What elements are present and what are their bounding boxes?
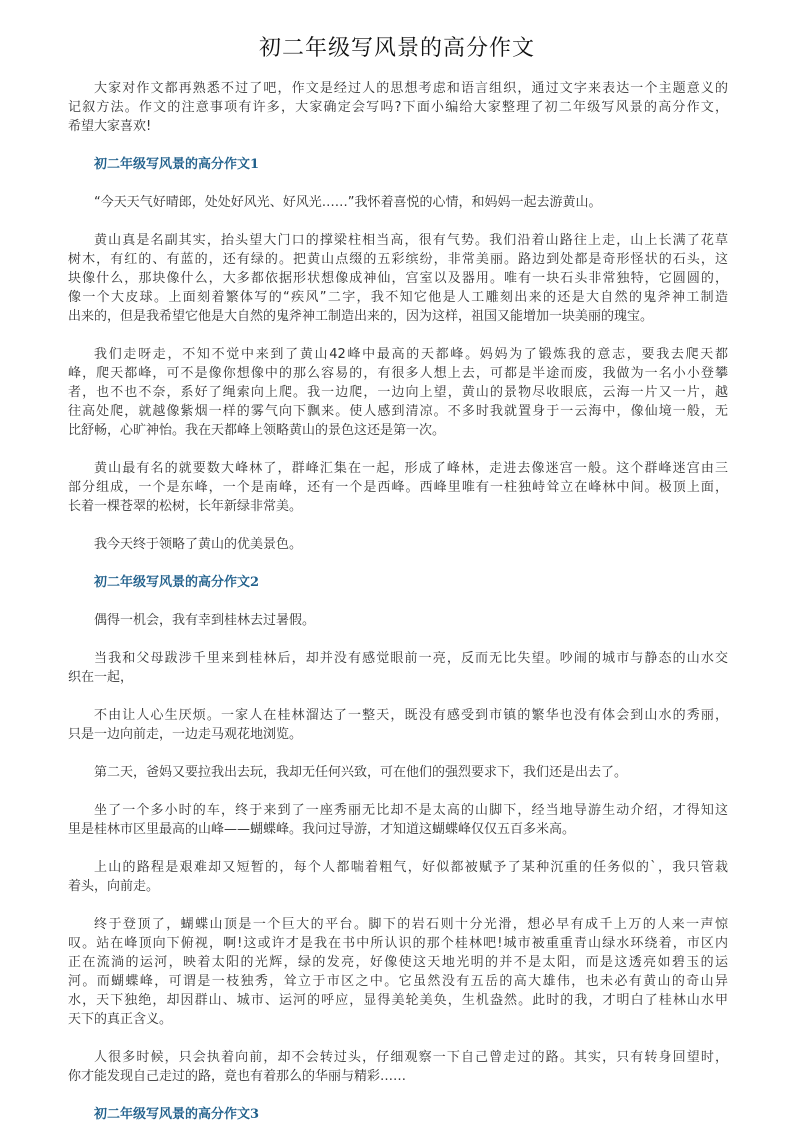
paragraph-line: 记叙方法。作文的注意事项有许多，大家确定会写吗?下面小编给大家整理了初二年级写风景的高分作文， bbox=[68, 100, 728, 115]
paragraph-line: 河。而蝴蝶峰，可谓是一枝独秀，耸立于市区之中。它虽然没有五岳的高大雄伟，也未必有黄山的奇山异 bbox=[68, 974, 728, 989]
paragraph-line: 峰，爬天都峰，可不是像你想像中的那么容易的，有很多人想上去，可都是半途而废，我做为一名小小登攀 bbox=[68, 366, 728, 381]
paragraph bbox=[68, 706, 728, 744]
paragraph-line: 不由让人心生厌烦。一家人在桂林溜达了一整天，既没有感受到市镇的繁华也没有体会到山水的秀丽， bbox=[94, 708, 728, 723]
paragraph-line: 当我和父母跋涉千里来到桂林后，却并没有感觉眼前一亮，反而无比失望。吵闹的城市与静态的山水交 bbox=[94, 651, 728, 666]
document-body bbox=[68, 79, 728, 1143]
paragraph bbox=[68, 79, 728, 136]
paragraph bbox=[68, 535, 728, 554]
paragraph bbox=[68, 649, 728, 687]
paragraph-line: “今天天气好晴郎，处处好风光、好风光……”我怀着喜悦的心情，和妈妈一起去游黄山。 bbox=[94, 195, 602, 210]
paragraph-line: 往高处爬，就越像紫烟一样的雾气向下飘来。使人感到清凉。不多时我就置身于一云海中，像仙境一般，无 bbox=[68, 404, 728, 419]
paragraph-line: 终于登顶了，蝴蝶山顶是一个巨大的平台。脚下的岩石则十分光滑，想必早有成千上万的人来一声惊 bbox=[94, 917, 728, 932]
paragraph-line: 你才能发现自己走过的路，竟也有着那么的华丽与精彩…… bbox=[68, 1069, 407, 1084]
paragraph-line: 黄山最有名的就要数大峰林了，群峰汇集在一起，形成了峰林，走进去像迷宫一般。这个群峰迷宫由三 bbox=[94, 461, 728, 476]
paragraph-line: 希望大家喜欢! bbox=[68, 119, 152, 134]
paragraph-line: 上山的路程是艰难却又短暂的，每个人都喘着粗气，好似都被赋予了某种沉重的任务似的`，我只管栽 bbox=[94, 860, 728, 875]
paragraph-line: 人很多时候，只会执着向前，却不会转过头，仔细观察一下自己曾走过的路。其实，只有转身回望时， bbox=[94, 1050, 728, 1065]
paragraph bbox=[68, 1048, 728, 1086]
essay-heading: 初二年级写风景的高分作文3 bbox=[94, 1107, 260, 1122]
paragraph-line: 叹。站在峰顶向下俯视，啊!这或许才是我在书中所认识的那个桂林吧!城市被重重青山绿水环绕着，市区内 bbox=[68, 936, 728, 951]
paragraph bbox=[68, 858, 728, 896]
paragraph-line: 树木，有红的、有蓝的，还有绿的。把黄山点缀的五彩缤纷，非常美丽。路边到处都是奇形怪状的石头，这 bbox=[68, 252, 728, 267]
paragraph bbox=[68, 801, 728, 839]
paragraph-line: 里是桂林市区里最高的山峰——蝴蝶峰。我问过导游，才知道这蝴蝶峰仅仅五百多米高。 bbox=[68, 822, 576, 837]
paragraph-line: 偶得一机会，我有幸到桂林去过暑假。 bbox=[94, 613, 316, 628]
paragraph-line: 比舒畅，心旷神怡。我在天都峰上领略黄山的景色这还是第一次。 bbox=[68, 423, 446, 438]
paragraph-line: 天下的真正含义。 bbox=[68, 1012, 173, 1027]
paragraph-line: 我今天终于领略了黄山的优美景色。 bbox=[94, 537, 303, 552]
paragraph bbox=[68, 611, 728, 630]
paragraph-line: 部分组成，一个是东峰，一个是南峰，还有一个是西峰。西峰里唯有一柱独峙耸立在峰林中间。极顶上面， bbox=[68, 480, 728, 495]
paragraph bbox=[68, 345, 728, 440]
document-title: 初二年级写风景的高分作文 bbox=[258, 36, 535, 61]
paragraph-line: 长着一棵苍翠的松树，长年新绿非常美。 bbox=[68, 499, 303, 514]
paragraph-line: 织在一起， bbox=[68, 670, 134, 685]
paragraph bbox=[68, 915, 728, 1029]
paragraph-line: 正在流淌的运河，映着太阳的光辉，绿的发亮，好像使这天地光明的并不是太阳，而是这透亮如碧玉的运 bbox=[68, 955, 728, 970]
paragraph-line: 第二天，爸妈又要拉我出去玩，我却无任何兴致，可在他们的强烈要求下，我们还是出去了。 bbox=[94, 765, 628, 780]
paragraph-line: 着头，向前走。 bbox=[68, 879, 160, 894]
paragraph-line: 者，也不也不奈，系好了绳索向上爬。我一边爬，一边向上望，黄山的景物尽收眼底，云海一片又一片，越 bbox=[68, 385, 728, 400]
paragraph bbox=[68, 231, 728, 326]
paragraph bbox=[68, 763, 728, 782]
essay-heading: 初二年级写风景的高分作文1 bbox=[94, 157, 260, 172]
paragraph-line: 出来的，但是我希望它他是大自然的鬼斧神工制造出来的，因为这样，祖国又能增加一块美丽的瑰宝。 bbox=[68, 309, 654, 324]
paragraph-line: 像一个大皮球。上面刻着繁体写的“疾风”二字，我不知它他是人工雕刻出来的还是大自然的鬼斧神工制造 bbox=[68, 290, 728, 305]
essay-heading: 初二年级写风景的高分作文2 bbox=[94, 575, 260, 590]
paragraph-line: 水，天下独绝，却因群山、城市、运河的呼应，显得美轮美奂，生机盎然。此时的我，才明白了桂林山水甲 bbox=[68, 993, 728, 1008]
paragraph-line: 坐了一个多小时的车，终于来到了一座秀丽无比却不是太高的山脚下，经当地导游生动介绍，才得知这 bbox=[94, 803, 728, 818]
paragraph-line: 黄山真是名副其实，抬头望大门口的撑梁柱相当高，很有气势。我们沿着山路往上走，山上长满了花草 bbox=[94, 233, 728, 248]
paragraph-line: 块像什么，那块像什么，大多都依据形状想像成神仙，宫室以及器用。唯有一块石头非常独特，它圆圆的， bbox=[68, 271, 728, 286]
paragraph bbox=[68, 193, 728, 212]
paragraph-line: 大家对作文都再熟悉不过了吧，作文是经过人的思想考虑和语言组织，通过文字来表达一个主题意义的 bbox=[94, 81, 728, 96]
paragraph-line: 只是一边向前走，一边走马观花地浏览。 bbox=[68, 727, 303, 742]
paragraph bbox=[68, 459, 728, 516]
paragraph-line: 我们走呀走，不知不觉中来到了黄山42峰中最高的天都峰。妈妈为了锻炼我的意志，要我去爬天都 bbox=[94, 347, 728, 362]
